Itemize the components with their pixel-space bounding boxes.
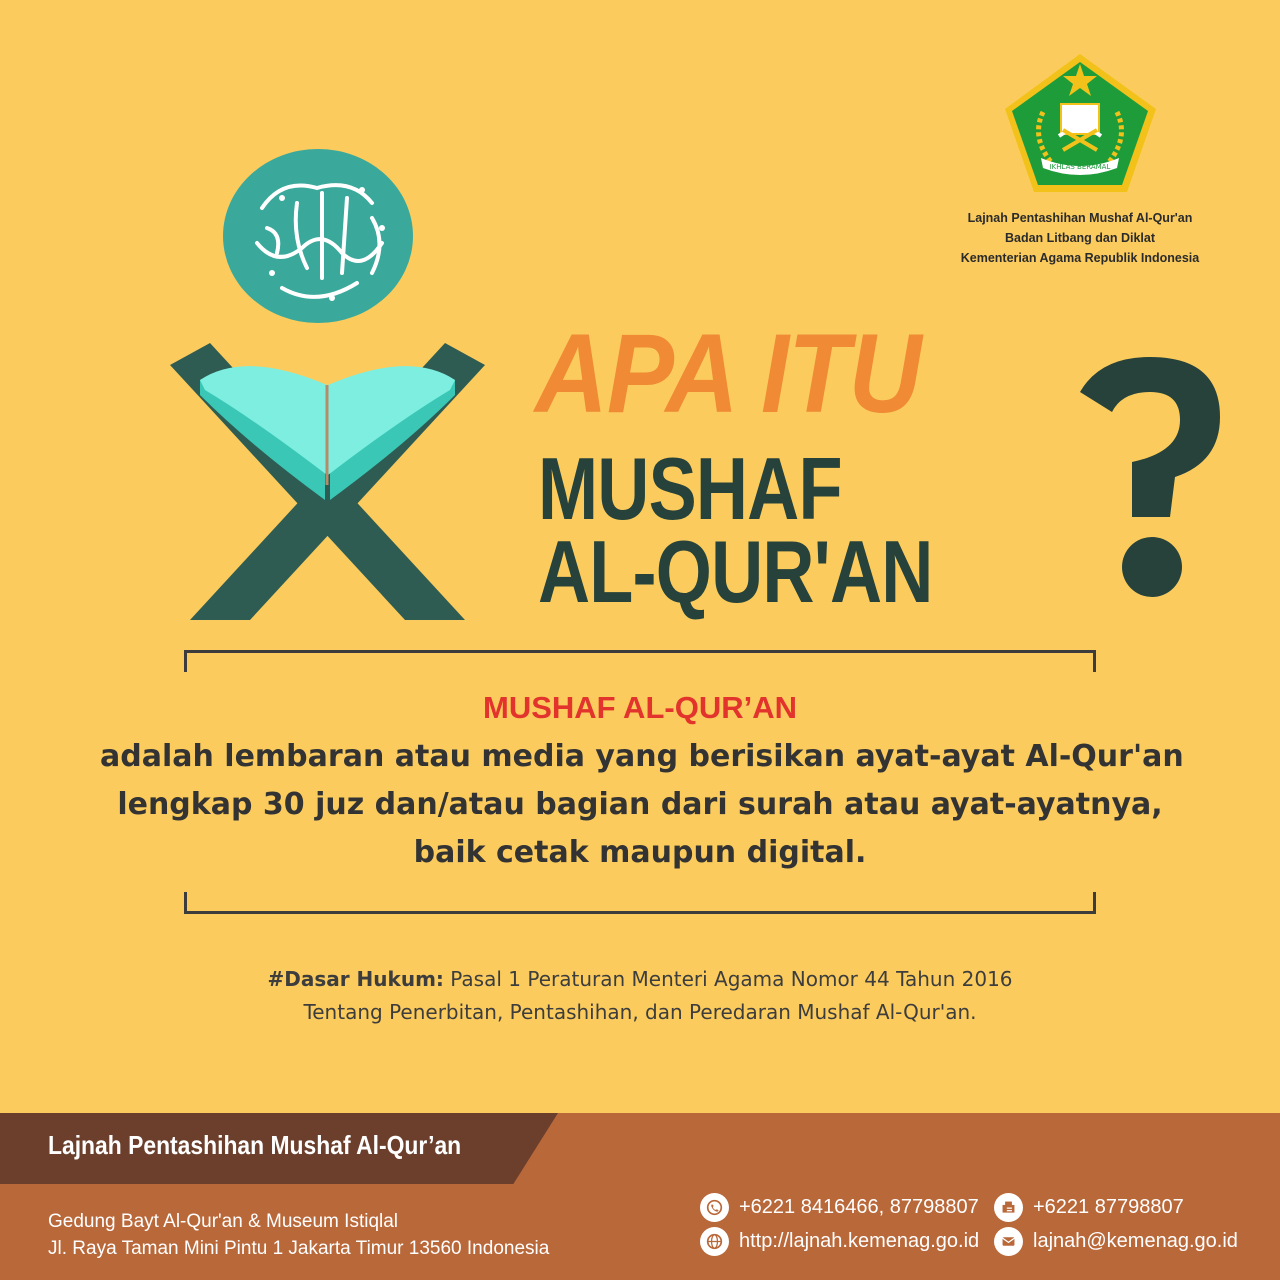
email-address[interactable]: lajnah@kemenag.go.id (1033, 1230, 1238, 1252)
legal-basis-line-1: Pasal 1 Peraturan Menteri Agama Nomor 44 Tahun 2016 (450, 967, 1013, 991)
fax-icon (994, 1193, 1023, 1222)
mail-icon (994, 1227, 1023, 1256)
headline-apa-itu: APA ITU (535, 311, 921, 436)
ministry-logo (1003, 52, 1158, 194)
frame-bottom-bracket (184, 892, 1096, 914)
fax-number: +6221 87798807 (1033, 1196, 1184, 1218)
quran-calligraphy-emblem (222, 148, 415, 325)
headline-mushaf: MUSHAF (538, 439, 842, 538)
globe-icon (700, 1227, 729, 1256)
org-line-3: Kementerian Agama Republik Indonesia (960, 251, 1200, 265)
headline-al-quran: AL-QUR'AN (538, 522, 933, 621)
address-line-2: Jl. Raya Taman Mini Pintu 1 Jakarta Timur 13560 Indonesia (48, 1238, 550, 1259)
org-line-1: Lajnah Pentashihan Mushaf Al-Qur'an (967, 211, 1193, 225)
legal-basis-block (100, 963, 1180, 1029)
definition-line-1: adalah lembaran atau media yang berisikan ayat-ayat Al-Qur'an (100, 739, 1184, 774)
definition-line-2: lengkap 30 juz dan/atau bagian dari surah atau ayat-ayatnya, (117, 787, 1163, 822)
frame-top-bracket (184, 650, 1096, 672)
definition-line-3: baik cetak maupun digital. (413, 835, 867, 870)
legal-basis-label: #Dasar Hukum: (267, 967, 444, 991)
org-line-2: Badan Litbang dan Diklat (1004, 231, 1155, 245)
contact-email[interactable] (994, 1227, 1238, 1256)
contact-phone[interactable] (700, 1193, 979, 1222)
footer-address (48, 1208, 549, 1262)
question-mark-graphic (1070, 352, 1230, 604)
definition-title: MUSHAF AL-QUR’AN (483, 690, 797, 725)
contact-website[interactable] (700, 1227, 979, 1256)
logo-motto-text: IKHLAS BERAMAL (1049, 163, 1111, 171)
website-url[interactable]: http://lajnah.kemenag.go.id (739, 1230, 980, 1252)
phone-icon (700, 1193, 729, 1222)
organization-name-block (900, 208, 1260, 268)
legal-basis-line-2: Tentang Penerbitan, Pentashihan, dan Peredaran Mushaf Al-Qur'an. (303, 1000, 977, 1024)
address-line-1: Gedung Bayt Al-Qur'an & Museum Istiqlal (48, 1211, 399, 1232)
definition-text (100, 733, 1184, 877)
footer-org-name: Lajnah Pentashihan Mushaf Al-Qur’an (48, 1130, 462, 1160)
contact-fax[interactable] (994, 1193, 1184, 1222)
open-quran-on-stand (165, 325, 490, 625)
phone-number: +6221 8416466, 87798807 (739, 1196, 979, 1218)
